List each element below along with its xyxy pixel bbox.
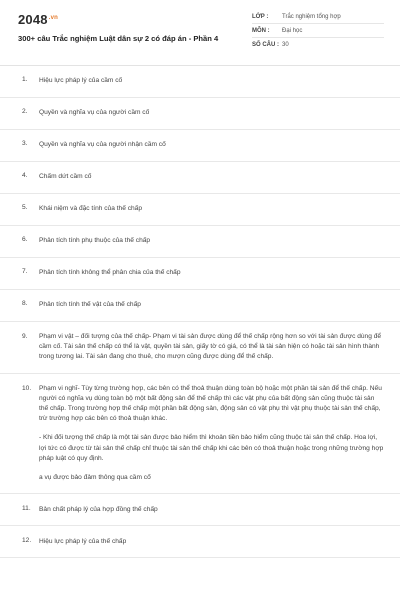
question-item (0, 226, 400, 258)
meta-label: MÔN : (252, 27, 270, 34)
site-logo[interactable] (18, 12, 58, 27)
question-item (0, 98, 400, 130)
meta-value: Trắc nghiệm tổng hợp (282, 13, 341, 20)
question-text (39, 384, 384, 484)
question-text: Phân tích tính phụ thuộc của thế chấp (39, 237, 151, 245)
question-item (0, 194, 400, 226)
question-paragraph: Phạm vi vật – đối tượng của thế chấp- Phạm vi tài sản được dùng để thế chấp rộng hơn so với tài sản được dùng để cầm cố. Tài sản thế chấp có thể là vật, quyền tài sản, giấy tờ có giá, có thể là tài sản hiện có hoặc tài sản hình thành trong tương lai. Tài sản đang cho thuê, cho mượn cũng được dùng để thế chấp. (39, 333, 382, 361)
question-text: Quyền và nghĩa vụ của người cầm cố (39, 109, 150, 117)
question-number: 2. (22, 108, 28, 116)
meta-value: Đại học (282, 27, 303, 34)
question-number: 11. (22, 504, 31, 512)
question-item (0, 162, 400, 194)
question-text: Chấm dứt cầm cố (39, 173, 92, 181)
question-item (0, 494, 400, 526)
logo-suffix: .vn (48, 14, 59, 21)
logo-text: 2048 (18, 12, 48, 27)
question-number: 6. (22, 236, 28, 244)
meta-info (252, 10, 384, 52)
question-item (0, 130, 400, 162)
question-number: 1. (22, 76, 28, 84)
question-number: 5. (22, 204, 28, 212)
question-paragraph: Phạm vi nghĩ- Tùy từng trường hợp, các bên có thể thoả thuận dùng toàn bộ hoặc một phần tài sản để thế chấp. Nếu người có nghĩa vụ dùng toàn bộ một bất động sản để thế chấp thì các vật phụ của bất động sản cũng thuộc tài sản thế chấp. Trong trường hợp thế chấp một phần bất động sản, động sản có vật phụ thì vật phụ thuộc tài sản thế chấp, trừ trường hợp các bên có thoả thuận khác. (39, 384, 382, 423)
question-text: Phân tích tính thế vật của thế chấp (39, 301, 141, 309)
meta-row-class (252, 10, 384, 24)
meta-row-subject (252, 24, 384, 38)
question-item (0, 66, 400, 98)
question-text (39, 332, 384, 363)
question-number: 8. (22, 300, 28, 308)
question-text: Quyền và nghĩa vụ của người nhận cầm cố (39, 141, 166, 149)
question-paragraph: - Khi đối tượng thế chấp là một tài sản được bảo hiểm thì khoản tiền bảo hiểm cũng thuộc tài sản thế chấp. Hoa lợi, lợi tức có được từ tài sản thế chấp chỉ thuộc tài sản thế chấp khi các bên có thoả thuận hoặc trong những trường hợp pháp luật có quy định. (39, 434, 384, 462)
header (0, 0, 400, 66)
meta-row-count (252, 38, 384, 52)
question-list (0, 66, 400, 558)
question-number: 12. (22, 536, 32, 544)
question-number: 10. (22, 384, 32, 392)
meta-value: 30 (282, 42, 289, 48)
question-text: Phân tích tính không thể phân chia của thế chấp (39, 269, 181, 277)
question-item (0, 258, 400, 290)
question-item (0, 374, 400, 495)
question-text: Hiệu lực pháp lý của thế chấp (39, 537, 127, 545)
question-paragraph: a vụ được bảo đảm thông qua cầm cố (39, 474, 151, 482)
document-title: 300+ câu Trắc nghiệm Luật dân sự 2 có đáp án - Phần 4 (18, 34, 219, 43)
question-item (0, 526, 400, 558)
question-number: 7. (22, 268, 28, 276)
question-text: Bản chất pháp lý của hợp đồng thế chấp (39, 505, 158, 513)
question-item (0, 290, 400, 322)
meta-label: LỚP : (252, 13, 269, 20)
question-item (0, 322, 400, 374)
meta-label: SỐ CÂU : (252, 42, 279, 48)
question-number: 9. (22, 333, 28, 340)
question-number: 4. (22, 172, 28, 180)
question-text: Khái niệm và đặc tính của thế chấp (39, 205, 143, 213)
question-text: Hiệu lực pháp lý của cầm cố (39, 77, 123, 85)
question-number: 3. (22, 140, 28, 148)
